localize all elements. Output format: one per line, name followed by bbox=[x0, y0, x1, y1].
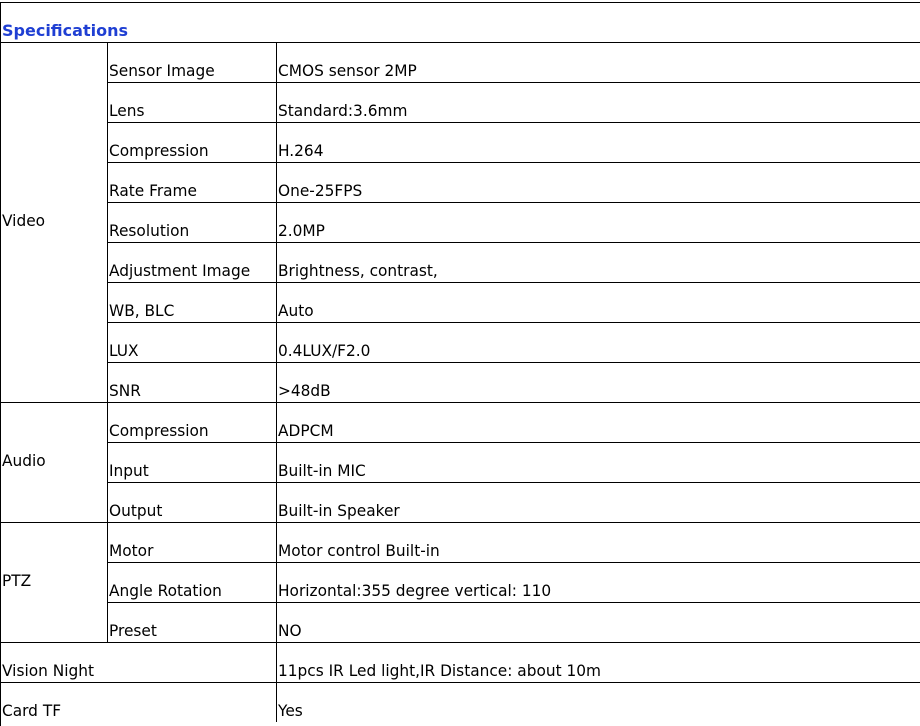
row-divider bbox=[107, 362, 920, 363]
row-divider bbox=[107, 82, 920, 83]
row-divider bbox=[107, 562, 920, 563]
group-divider bbox=[0, 402, 920, 403]
label-column-divider bbox=[107, 522, 108, 642]
spec-label: WB, BLC bbox=[109, 301, 175, 320]
label-column-divider bbox=[107, 42, 108, 402]
spec-value: One-25FPS bbox=[278, 181, 363, 200]
spec-label: Compression bbox=[109, 141, 209, 160]
table-top-border bbox=[0, 2, 920, 3]
spec-label: Resolution bbox=[109, 221, 190, 240]
row-divider bbox=[107, 122, 920, 123]
spec-value: Brightness, contrast, bbox=[278, 261, 438, 280]
value-column-divider bbox=[276, 522, 277, 642]
group-divider bbox=[0, 642, 920, 643]
spec-label: Angle Rotation bbox=[109, 581, 222, 600]
row-divider bbox=[107, 202, 920, 203]
value-column-divider bbox=[276, 42, 277, 402]
spec-category: Vision Night bbox=[2, 661, 94, 680]
spec-label: SNR bbox=[109, 381, 141, 400]
value-column-divider bbox=[276, 682, 277, 722]
spec-value: Yes bbox=[278, 701, 303, 720]
spec-value: NO bbox=[278, 621, 302, 640]
group-divider bbox=[0, 522, 920, 523]
row-divider bbox=[107, 242, 920, 243]
spec-label: LUX bbox=[109, 341, 139, 360]
spec-value: Motor control Built-in bbox=[278, 541, 440, 560]
spec-value: Horizontal:355 degree vertical: 110 bbox=[278, 581, 552, 600]
table-title: Specifications bbox=[2, 21, 128, 40]
value-column-divider bbox=[276, 402, 277, 522]
row-divider bbox=[107, 602, 920, 603]
label-column-divider bbox=[107, 402, 108, 522]
spec-label: Lens bbox=[109, 101, 145, 120]
spec-value: >48dB bbox=[278, 381, 331, 400]
group-name: Audio bbox=[2, 451, 46, 470]
spec-label: Compression bbox=[109, 421, 209, 440]
row-divider bbox=[107, 282, 920, 283]
header-divider bbox=[0, 42, 920, 43]
spec-label: Rate Frame bbox=[109, 181, 197, 200]
row-divider bbox=[0, 682, 920, 683]
group-name: Video bbox=[2, 211, 46, 230]
group-name: PTZ bbox=[2, 571, 32, 590]
spec-label: Input bbox=[109, 461, 149, 480]
row-divider bbox=[107, 162, 920, 163]
table-left-border bbox=[0, 2, 1, 726]
spec-label: Motor bbox=[109, 541, 154, 560]
spec-label: Preset bbox=[109, 621, 157, 640]
row-divider bbox=[107, 322, 920, 323]
spec-value: H.264 bbox=[278, 141, 324, 160]
spec-label: Sensor Image bbox=[109, 61, 215, 80]
value-column-divider bbox=[276, 642, 277, 682]
spec-value: Auto bbox=[278, 301, 314, 320]
spec-category: Card TF bbox=[2, 701, 62, 720]
spec-value: 0.4LUX/F2.0 bbox=[278, 341, 371, 360]
spec-value: 2.0MP bbox=[278, 221, 325, 240]
spec-label: Output bbox=[109, 501, 163, 520]
row-divider bbox=[107, 482, 920, 483]
spec-value: Standard:3.6mm bbox=[278, 101, 408, 120]
spec-value: Built-in MIC bbox=[278, 461, 366, 480]
spec-label: Adjustment Image bbox=[109, 261, 251, 280]
spec-value: CMOS sensor 2MP bbox=[278, 61, 417, 80]
row-divider bbox=[107, 442, 920, 443]
spec-value: Built-in Speaker bbox=[278, 501, 400, 520]
spec-value: 11pcs IR Led light,IR Distance: about 10m bbox=[278, 661, 602, 680]
spec-value: ADPCM bbox=[278, 421, 334, 440]
